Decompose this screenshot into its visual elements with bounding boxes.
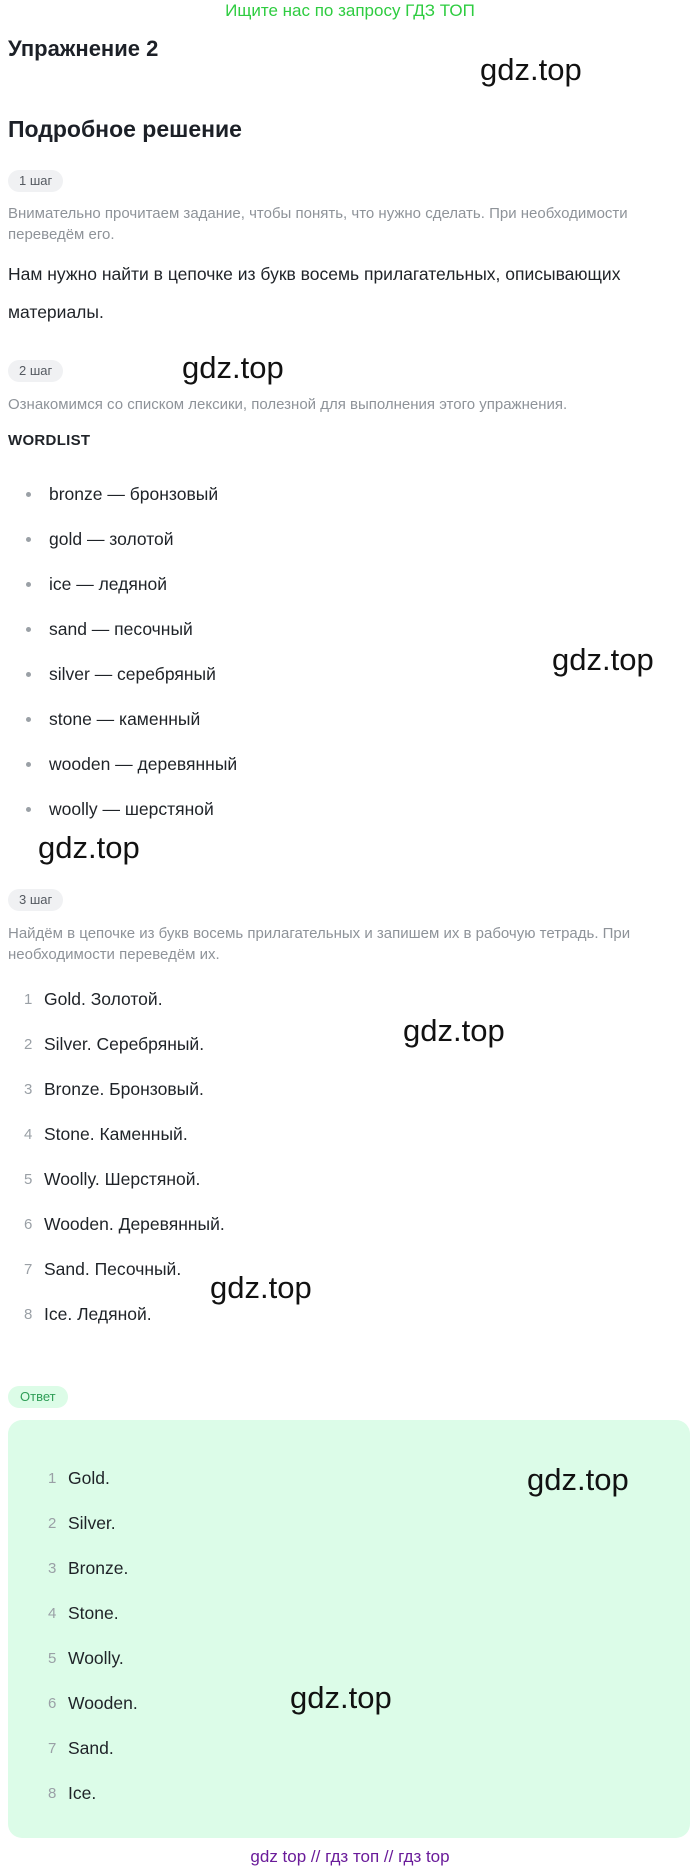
item-text: Wooden. <box>68 1693 138 1713</box>
word-entry: sand — песочный <box>49 619 193 639</box>
list-item <box>8 607 237 652</box>
item-number: 5 <box>24 1171 33 1188</box>
bullet-icon <box>26 717 31 722</box>
item-number: 1 <box>24 991 33 1008</box>
step-1-text: Нам нужно найти в цепочке из букв восемь прилагательных, описывающих материалы. <box>8 264 621 322</box>
item-text: Gold. <box>68 1468 110 1488</box>
list-item <box>8 562 237 607</box>
bullet-icon <box>26 627 31 632</box>
step-1-hint: Внимательно прочитаем задание, чтобы понять, что нужно сделать. При необходимости переведём его. <box>8 205 628 243</box>
watermark: gdz.top <box>403 1013 505 1048</box>
answer-list <box>48 1456 138 1816</box>
item-text: Bronze. <box>68 1558 129 1578</box>
item-number: 3 <box>24 1081 33 1098</box>
step-2-hint: Ознакомимся со списком лексики, полезной для выполнения этого упражнения. <box>8 396 568 413</box>
list-item <box>8 517 237 562</box>
footer-links[interactable]: gdz top // гдз топ // гдз top <box>250 1847 450 1866</box>
list-item <box>48 1681 138 1726</box>
item-number: 5 <box>48 1650 57 1667</box>
bullet-icon <box>26 762 31 767</box>
item-text: Gold. Золотой. <box>44 989 163 1009</box>
item-number: 3 <box>48 1560 57 1577</box>
item-text: Sand. Песочный. <box>44 1259 182 1279</box>
list-item <box>24 1067 225 1112</box>
list-item <box>24 1202 225 1247</box>
bullet-icon <box>26 807 31 812</box>
list-item <box>24 1157 225 1202</box>
step-3-chip: 3 шаг <box>8 889 63 911</box>
item-text: Ice. Ледяной. <box>44 1304 152 1324</box>
list-item <box>8 787 237 832</box>
list-item <box>48 1771 138 1816</box>
bullet-icon <box>26 582 31 587</box>
wordlist <box>8 472 237 832</box>
item-text: Wooden. Деревянный. <box>44 1214 225 1234</box>
watermark: gdz.top <box>38 830 140 865</box>
wordlist-heading: WORDLIST <box>8 432 91 449</box>
bullet-icon <box>26 492 31 497</box>
item-number: 1 <box>48 1470 57 1487</box>
item-number: 8 <box>24 1306 33 1323</box>
item-number: 7 <box>48 1740 57 1757</box>
item-text: Bronze. Бронзовый. <box>44 1079 204 1099</box>
watermark: gdz.top <box>290 1680 392 1715</box>
watermark: gdz.top <box>210 1270 312 1305</box>
item-text: Woolly. <box>68 1648 124 1668</box>
item-number: 2 <box>48 1515 57 1532</box>
list-item <box>48 1501 138 1546</box>
item-text: Silver. <box>68 1513 116 1533</box>
watermark: gdz.top <box>527 1462 629 1497</box>
list-item <box>8 697 237 742</box>
word-entry: woolly — шерстяной <box>49 799 214 819</box>
step-3-hint: Найдём в цепочке из букв восемь прилагательных и запишем их в рабочую тетрадь. При необходимости переведём их. <box>8 925 631 963</box>
word-entry: wooden — деревянный <box>49 754 238 774</box>
item-number: 2 <box>24 1036 33 1053</box>
list-item <box>24 1112 225 1157</box>
list-item <box>48 1636 138 1681</box>
list-item <box>8 742 237 787</box>
list-item <box>24 1247 225 1292</box>
bullet-icon <box>26 672 31 677</box>
section-title: Подробное решение <box>8 116 242 142</box>
word-entry: ice — ледяной <box>49 574 168 594</box>
watermark: gdz.top <box>182 350 284 385</box>
list-item <box>48 1456 138 1501</box>
list-item <box>8 652 237 697</box>
word-entry: gold — золотой <box>49 529 174 549</box>
item-number: 4 <box>48 1605 57 1622</box>
list-item <box>48 1726 138 1771</box>
list-item <box>24 1292 225 1337</box>
item-text: Stone. Каменный. <box>44 1124 188 1144</box>
word-entry: stone — каменный <box>49 709 201 729</box>
item-number: 6 <box>48 1695 57 1712</box>
step-2-chip: 2 шаг <box>8 360 63 382</box>
item-text: Woolly. Шерстяной. <box>44 1169 201 1189</box>
page-title: Упражнение 2 <box>8 36 159 61</box>
item-text: Silver. Серебряный. <box>44 1034 205 1054</box>
item-number: 6 <box>24 1216 33 1233</box>
list-item <box>8 472 237 517</box>
item-number: 4 <box>24 1126 33 1143</box>
item-text: Ice. <box>68 1783 97 1803</box>
list-item <box>24 1022 225 1067</box>
step-1-chip: 1 шаг <box>8 170 63 192</box>
word-entry: silver — серебряный <box>49 664 216 684</box>
watermark: gdz.top <box>552 642 654 677</box>
watermark: gdz.top <box>480 52 582 87</box>
list-item <box>48 1546 138 1591</box>
step-3-list <box>24 977 225 1337</box>
answer-chip: Ответ <box>8 1386 68 1408</box>
list-item <box>24 977 225 1022</box>
item-number: 8 <box>48 1785 57 1802</box>
item-number: 7 <box>24 1261 33 1278</box>
list-item <box>48 1591 138 1636</box>
item-text: Stone. <box>68 1603 119 1623</box>
search-banner: Ищите нас по запросу ГДЗ ТОП <box>225 1 475 20</box>
item-text: Sand. <box>68 1738 114 1758</box>
bullet-icon <box>26 537 31 542</box>
word-entry: bronze — бронзовый <box>49 484 219 504</box>
